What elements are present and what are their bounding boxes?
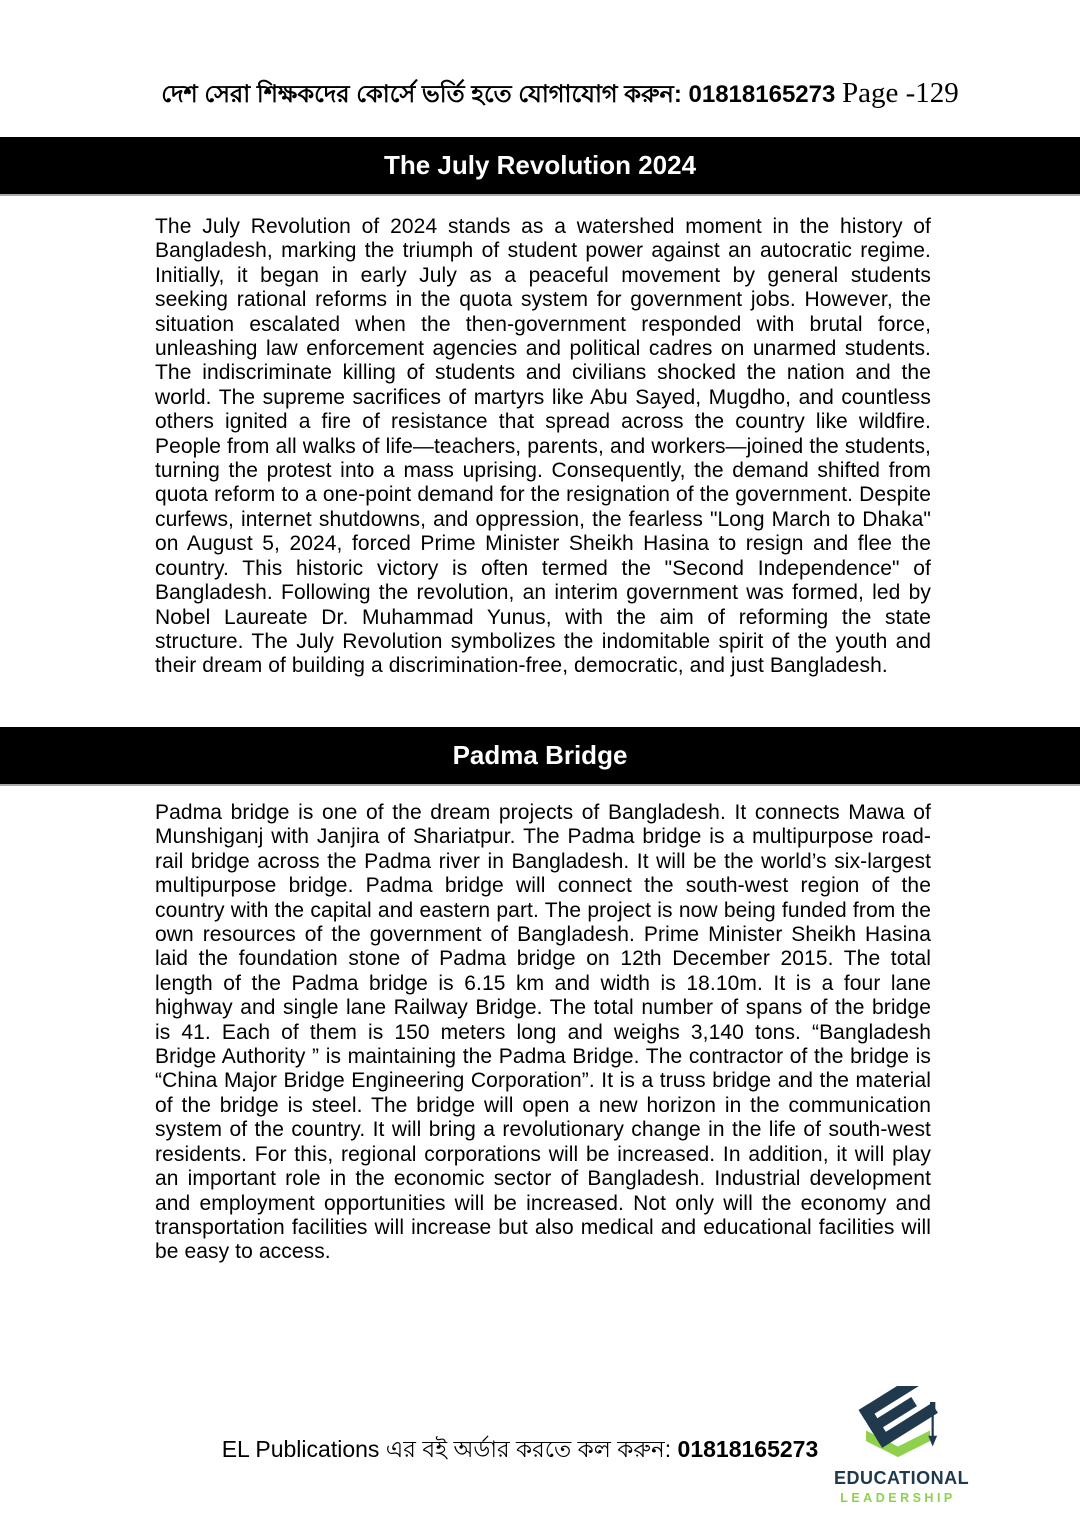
- section-banner-july-revolution: [0, 137, 1080, 196]
- header-phone: 01818165273: [688, 81, 836, 108]
- section-body-july-revolution: The July Revolution of 2024 stands as a watershed moment in the history of Bangladesh, marking the triumph of student power against an autocratic regime. Initially, it began in early July as a peaceful movement by general students seeking rational reforms in the quota system for government jobs. However, the situation escalated when the then-government responded with brutal force, unleashing law enforcement agencies and political cadres on unarmed students. The indiscriminate killing of students and civilians shocked the nation and the world. The supreme sacrifices of martyrs like Abu Sayed, Mugdho, and countless others ignited a fire of resistance that spread across the country like wildfire. People from all walks of life—teachers, parents, and workers—joined the students, turning the protest into a mass uprising. Consequently, the demand shifted from quota reform to a one-point demand for the resignation of the government. Despite curfews, internet shutdowns, and oppression, the fearless "Long March to Dhaka" on August 5, 2024, forced Prime Minister Sheikh Hasina to resign and flee the country. This historic victory is often termed the "Second Independence" of Bangladesh. Following the revolution, an interim government was formed, led by Nobel Laureate Dr. Muhammad Yunus, with the aim of reforming the state structure. The July Revolution symbolizes the indomitable spirit of the youth and their dream of building a discrimination-free, democratic, and just Bangladesh.: [155, 215, 931, 678]
- logo-text-educational: EDUCATIONAL: [834, 1468, 970, 1488]
- publisher-logo: [834, 1386, 970, 1505]
- footer-phone: 01818165273: [677, 1436, 819, 1462]
- page-header: [40, 76, 1080, 116]
- footer-brand: EL Publications: [221, 1436, 380, 1462]
- section-banner-padma-bridge: [0, 727, 1080, 786]
- section-body-padma-bridge: Padma bridge is one of the dream projects of Bangladesh. It connects Mawa of Munshiganj with Janjira of Shariatpur. The Padma bridge is a multipurpose road-rail bridge across the Padma river in Bangladesh. It will be the world’s six-largest multipurpose bridge. Padma bridge will connect the south-west region of the country with the capital and eastern part. The project is now being funded from the own resources of the government of Bangladesh. Prime Minister Sheikh Hasina laid the foundation stone of Padma bridge on 12th December 2015. The total length of the Padma bridge is 6.15 km and width is 18.10m. It is a four lane highway and single lane Railway Bridge. The total number of spans of the bridge is 41. Each of them is 150 meters long and weighs 3,140 tons. “Bangladesh Bridge Authority ” is maintaining the Padma Bridge. The contractor of the bridge is “China Major Bridge Engineering Corporation”. It is a truss bridge and the material of the bridge is steel. The bridge will open a new horizon in the communication system of the country. It will bring a revolutionary change in the life of south-west residents. For this, regional corporations will be increased. In addition, it will play an important role in the economic sector of Bangladesh. Industrial development and employment opportunities will be increased. Not only will the economy and transportation facilities will increase but also medical and educational facilities will be easy to access.: [155, 801, 931, 1264]
- header-contact-text: দেশ সেরা শিক্ষকদের কোর্সে ভর্তি হতে যোগাযোগ করুন:: [161, 81, 682, 108]
- graduation-cap-icon: [844, 1386, 952, 1466]
- section-title: Padma Bridge: [452, 740, 628, 770]
- footer-order-text: এর বই অর্ডার করতে কল করুন:: [385, 1436, 672, 1462]
- logo-text-leadership: LEADERSHIP: [840, 1491, 956, 1505]
- page-number: Page -129: [842, 77, 959, 109]
- section-title: The July Revolution 2024: [383, 150, 697, 180]
